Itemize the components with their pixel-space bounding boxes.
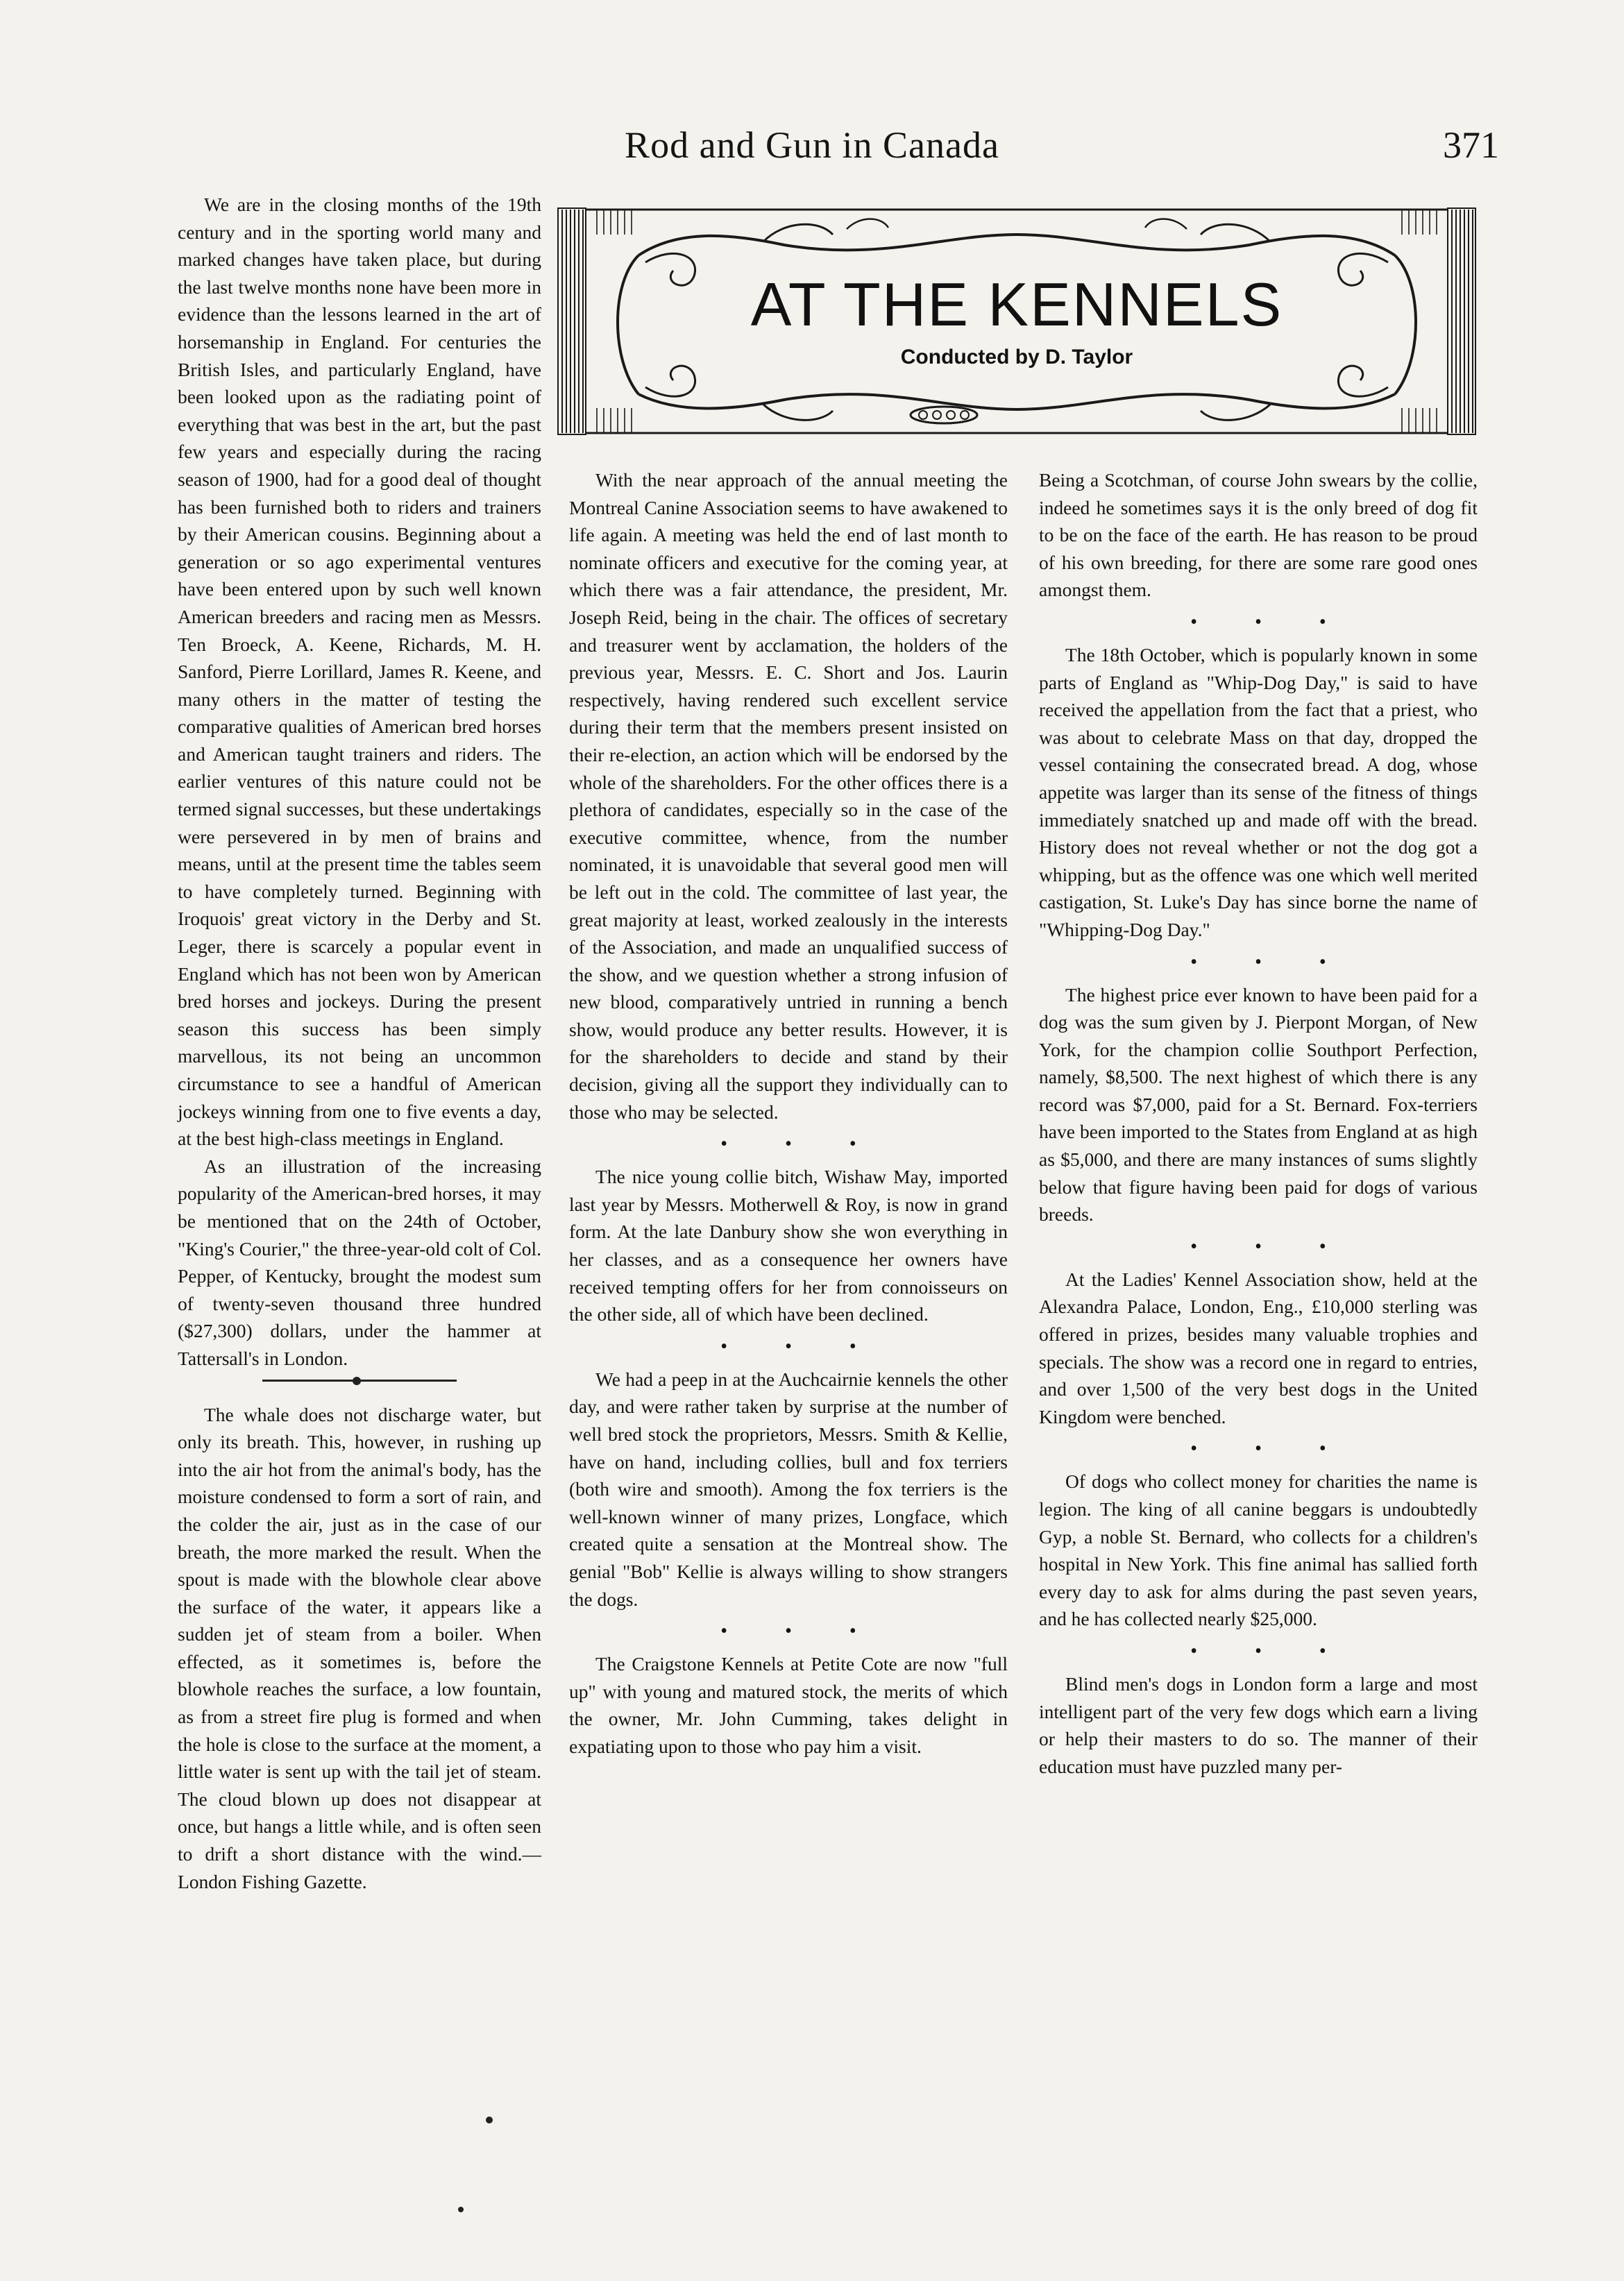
article-paragraph: As an illustration of the increasing popularity of the American-bred horses, it may be mentioned that on the 24th of October, "King's Courier," the three-year-old colt of Col. Pepper, of Kentucky, brought the modest sum of twenty-seven thousand three hundred ($27,300) dollars, under the hammer at Tattersall's in London. bbox=[178, 1155, 541, 1369]
running-title: Rod and Gun in Canada bbox=[625, 124, 999, 166]
article-paragraph: At the Ladies' Kennel Association show, held at the Alexandra Palace, London, Eng., £10,000 sterling was offered in prizes, besides many valuable trophies and specials. The show was a record one in regard to entries, and over 1,500 of the very best dogs in the United Kingdom were benched. bbox=[1039, 1268, 1478, 1427]
article-paragraph: The nice young collie bitch, Wishaw May, imported last year by Messrs. Motherwell & Roy, is now in grand form. At the late Danbury show she won everything in her classes, and as a consequence her owners have received tempting offers for her from connoisseurs on the other side, all of which have been declined. bbox=[569, 1166, 1008, 1325]
dot-separator: • • • bbox=[720, 1335, 883, 1357]
article-paragraph: The whale does not discharge water, but only its breath. This, however, in rushing up into the air hot from the animal's body, has the moisture condensed to form a sort of rain, and the colder the air, just as in the case of our breath, the more marked the result. When the spout is made with the blowhole clear above the surface of the water, it appears like a sudden jet of steam from a boiler. When effected, as it sometimes is, before the blowhole reaches the surface, a low fountain, as from a street fire plug is formed and when the hole is close to the surface at the moment, a little water is sent up with the tail jet of steam. The cloud blown up does not disappear at once, but hangs a little while, and is often seen to drift a short distance with the wind.— London Fishing Gazette. bbox=[178, 1403, 541, 1892]
ink-speck bbox=[458, 2207, 464, 2212]
article-paragraph: The Craigstone Kennels at Petite Cote are now "full up" with young and matured stock, the merits of which the owner, Mr. John Cumming, takes delight in expatiating upon to those who pay him a visit. bbox=[569, 1653, 1008, 1757]
dot-separator: • • • bbox=[1190, 951, 1353, 973]
article-paragraph: Of dogs who collect money for charities the name is legion. The king of all canine beggars is undoubtedly Gyp, a noble St. Bernard, who collects for a children's hospital in New York. This fine animal has sallied forth every day to ask for alms during the past seven years, and he has collected nearly $25,000. bbox=[1039, 1470, 1478, 1630]
section-divider bbox=[262, 1380, 457, 1382]
article-paragraph: With the near approach of the annual meeting the Montreal Canine Association seems to have awakened to life again. A meeting was held the end of last month to nominate officers and executive for the coming year, at which there was a fair attendance, the president, Mr. Joseph Reid, being in the chair. The offices of secretary and treasurer went by acclamation, the holders of the previous year, Messrs. E. C. Short and Jos. Laurin respectively, having rendered such excellent service during their term that the members present insisted on their re-election, an action which will be endorsed by the whole of the shareholders. For the other offices there is a plethora of candidates, especially so in the case of the executive committee, whence, from the number nominated, it is unavoidable that several good men will be left out in the cold. The committee of last year, the great majority at least, worked zealously in the interests of the Association, and made an unqualified success of the show, and we question whether a strong infusion of new blood, comparatively untried in running a bench show, would produce any better results. However, it is for the shareholders to decide and stand by their decision, giving all the support they individually can to those who may be selected. bbox=[569, 469, 1008, 1123]
column-middle bbox=[569, 466, 1008, 1761]
column-left bbox=[178, 191, 541, 1895]
section-title: AT THE KENNELS bbox=[750, 270, 1283, 339]
section-banner bbox=[555, 207, 1478, 437]
article-paragraph: We had a peep in at the Auchcairnie kennels the other day, and were rather taken by surprise at the number of well bred stock the proprietors, Messrs. Smith & Kellie, have on hand, including collies, bull and fox terriers (both wire and smooth). Among the fox terriers is the well-known winner of many prizes, Longface, which created quite a sensation at the Montreal show. The genial "Bob" Kellie is always willing to show strangers the dogs. bbox=[569, 1368, 1008, 1610]
section-byline: Conducted by D. Taylor bbox=[900, 346, 1133, 368]
dot-separator: • • • bbox=[1190, 1640, 1353, 1662]
ink-speck bbox=[486, 2117, 493, 2123]
dot-separator: • • • bbox=[1190, 1438, 1353, 1460]
article-paragraph: Being a Scotchman, of course John swears by the collie, indeed he sometimes says it is the only breed of dog fit to be on the face of the earth. He has reason to be proud of his own breeding, for there are some rare good ones amongst them. bbox=[1039, 469, 1478, 601]
article-paragraph: The highest price ever known to have been paid for a dog was the sum given by J. Pierpont Morgan, of New York, for the champion collie Southport Perfection, namely, $8,500. The next highest of which there is any record was $7,000, paid for a St. Bernard. Fox-terriers have been imported to the States from England at as high as $5,000, and there are many instances of sums slightly below that figure having been paid for dogs of various breeds. bbox=[1039, 983, 1478, 1226]
dot-separator: • • • bbox=[1190, 611, 1353, 633]
dot-separator: • • • bbox=[1190, 1235, 1353, 1257]
dot-separator: • • • bbox=[720, 1133, 883, 1155]
article-paragraph: The 18th October, which is popularly known in some parts of England as "Whip-Dog Day," is said to have received the appellation from the fact that a priest, who was about to celebrate Mass on that day, dropped the vessel containing the consecrated bread. A dog, whose appetite was larger than its sense of the fitness of things immediately snatched up and made off with the bread. History does not reveal whether or not the dog got a whipping, but as the offence was one which well merited castigation, St. Luke's Day has since borne the name of "Whipping-Dog Day." bbox=[1039, 643, 1478, 940]
article-paragraph: We are in the closing months of the 19th century and in the sporting world many and marked changes have taken place, but during the last twelve months none have been more in evidence than the lessons learned in the art of horsemanship in England. For centuries the British Isles, and particularly England, have been looked upon as the radiating point of everything that was best in the art, but the past few years and especially during the racing season of 1900, had for a good deal of thought has been furnished both to riders and trainers by their American cousins. Beginning about a generation or so ago experimental ventures have been entered upon by such well known American breeders and racing men as Messrs. Ten Broeck, A. Keene, Richards, M. H. Sanford, Pierre Lorillard, James R. Keene, and many others in the matter of testing the comparative qualities of American bred horses and American taught trainers and riders. The earlier ventures of this nature could not be termed signal successes, but these undertakings were persevered in by men of brains and means, until at the present time the tables seem to have completely turned. Beginning with Iroquois' great victory in the Derby and St. Leger, there is scarcely a popular event in England which has not been won by American bred horses and jockeys. During the present season this success has been simply marvellous, its not being an uncommon circumstance to see a handful of American jockeys winning from one to five events a day, at the best high-class meetings in England. bbox=[178, 194, 541, 1150]
page-number: 371 bbox=[1443, 124, 1499, 166]
column-right bbox=[1039, 466, 1478, 1780]
running-head bbox=[0, 124, 1624, 172]
dot-separator: • • • bbox=[720, 1620, 883, 1643]
article-paragraph: Blind men's dogs in London form a large and most intelligent part of the very few dogs which earn a living or help their masters to do so. The manner of their education must have puzzled many per- bbox=[1039, 1672, 1478, 1777]
